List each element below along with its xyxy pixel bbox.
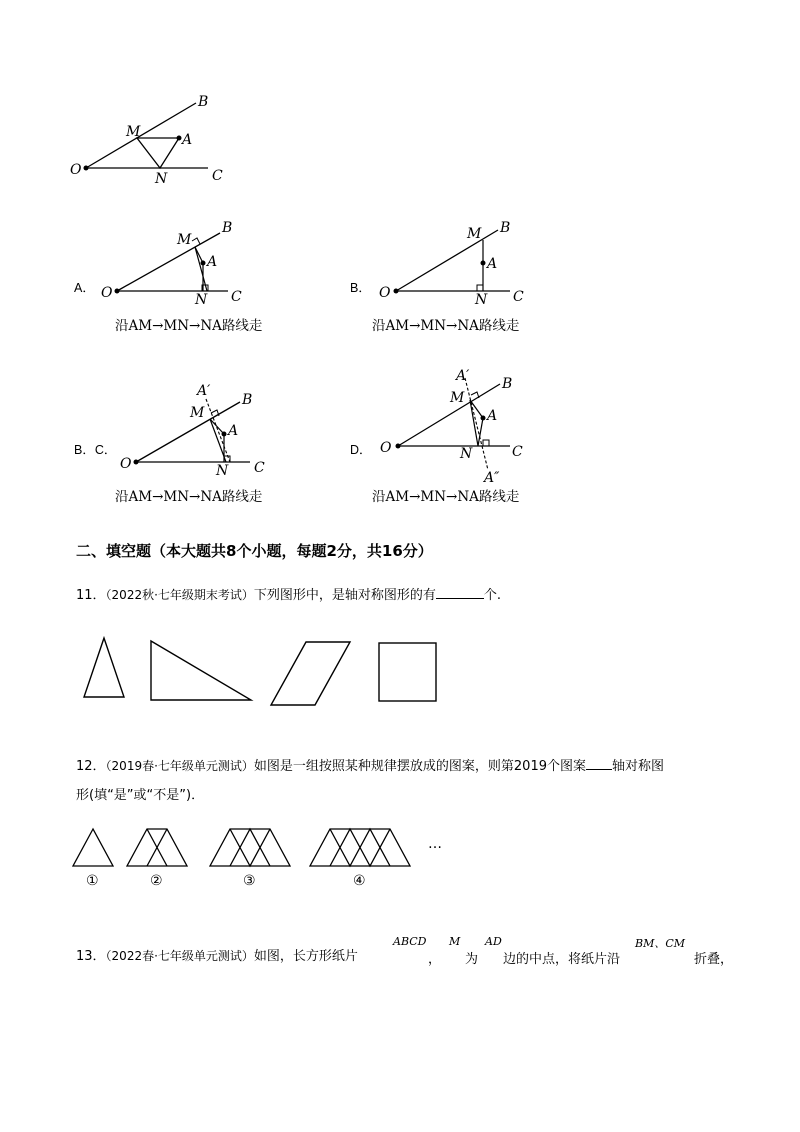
- q13-wei: 为: [465, 952, 479, 967]
- q12-number: 12．: [76, 759, 106, 774]
- q13-math-m: M: [449, 935, 461, 948]
- question-12-line2: 形(填“是”或“不是”)．: [76, 788, 205, 803]
- q13-number: 13．: [76, 949, 106, 964]
- label-M: M: [450, 390, 465, 406]
- label-A-prime: A′: [456, 368, 470, 384]
- q12-label-1: ①: [86, 873, 99, 889]
- label-C: C: [512, 444, 523, 460]
- label-M: M: [467, 226, 482, 242]
- label-O: O: [101, 285, 113, 301]
- q12-tail: 轴对称图: [612, 759, 665, 774]
- option-d-label[interactable]: D．: [350, 443, 372, 457]
- label-O: O: [120, 456, 132, 472]
- label-N: N: [155, 171, 168, 187]
- q11-number: 11．: [76, 588, 106, 603]
- q11-text: 下列图形中，是轴对称图形的有: [253, 588, 436, 603]
- q13-text3: 折叠，: [694, 952, 734, 967]
- label-C: C: [212, 168, 223, 184]
- label-O: O: [380, 440, 392, 456]
- label-M: M: [177, 232, 192, 248]
- label-A: A: [207, 254, 218, 270]
- option-b-label[interactable]: B．: [350, 281, 371, 295]
- label-B: B: [198, 94, 209, 110]
- q11-source: （2022秋·七年级期末考试）: [105, 588, 254, 602]
- q13-text2: 边的中点，将纸片沿: [503, 952, 621, 967]
- label-A: A: [487, 408, 498, 424]
- label-B: B: [502, 376, 513, 392]
- label-B: B: [242, 392, 253, 408]
- option-a-caption: 沿AM→MN→NA路线走: [115, 318, 263, 334]
- q13-math-abcd: ABCD: [393, 935, 427, 948]
- question-13: [76, 943, 358, 970]
- option-c-label[interactable]: B．C．: [74, 443, 117, 457]
- label-B: B: [500, 220, 511, 236]
- label-B: B: [222, 220, 233, 236]
- label-C: C: [231, 289, 242, 305]
- label-N: N: [195, 292, 208, 308]
- label-A-prime: A′: [197, 383, 211, 399]
- option-b-caption: 沿AM→MN→NA路线走: [372, 318, 520, 334]
- option-a-label[interactable]: A．: [74, 281, 95, 295]
- q12-label-4: ④: [353, 873, 366, 889]
- label-N: N: [475, 292, 488, 308]
- q12-text: 如图是一组按照某种规律摆放成的图案，则第2019个图案: [253, 759, 586, 774]
- label-C: C: [513, 289, 524, 305]
- label-N: N: [216, 463, 229, 479]
- q12-ellipsis: …: [428, 836, 442, 852]
- q13-math-bm-cm: BM、CM: [635, 937, 686, 950]
- label-O: O: [70, 162, 82, 178]
- label-A-double-prime: A″: [484, 470, 500, 486]
- q13-source: （2022春·七年级单元测试）: [105, 949, 254, 963]
- label-C: C: [254, 460, 265, 476]
- label-M: M: [190, 405, 205, 421]
- q12-label-2: ②: [150, 873, 163, 889]
- label-A: A: [228, 423, 239, 439]
- q13-text1: 如图，长方形纸片: [253, 949, 358, 964]
- label-O: O: [379, 285, 391, 301]
- q13-comma: ，: [428, 952, 442, 967]
- label-A: A: [182, 132, 193, 148]
- label-M: M: [126, 124, 141, 140]
- q12-label-3: ③: [243, 873, 256, 889]
- option-d-caption: 沿AM→MN→NA路线走: [372, 489, 520, 505]
- section-heading: 二、填空题（本大题共8个小题，每题2分，共16分）: [76, 542, 433, 560]
- label-A: A: [487, 256, 498, 272]
- q13-math-ad: AD: [485, 935, 502, 948]
- q11-tail: 个.: [483, 588, 502, 603]
- q12-source: （2019春·七年级单元测试）: [105, 759, 254, 773]
- label-N: N: [460, 446, 473, 462]
- option-c-caption: 沿AM→MN→NA路线走: [115, 489, 263, 505]
